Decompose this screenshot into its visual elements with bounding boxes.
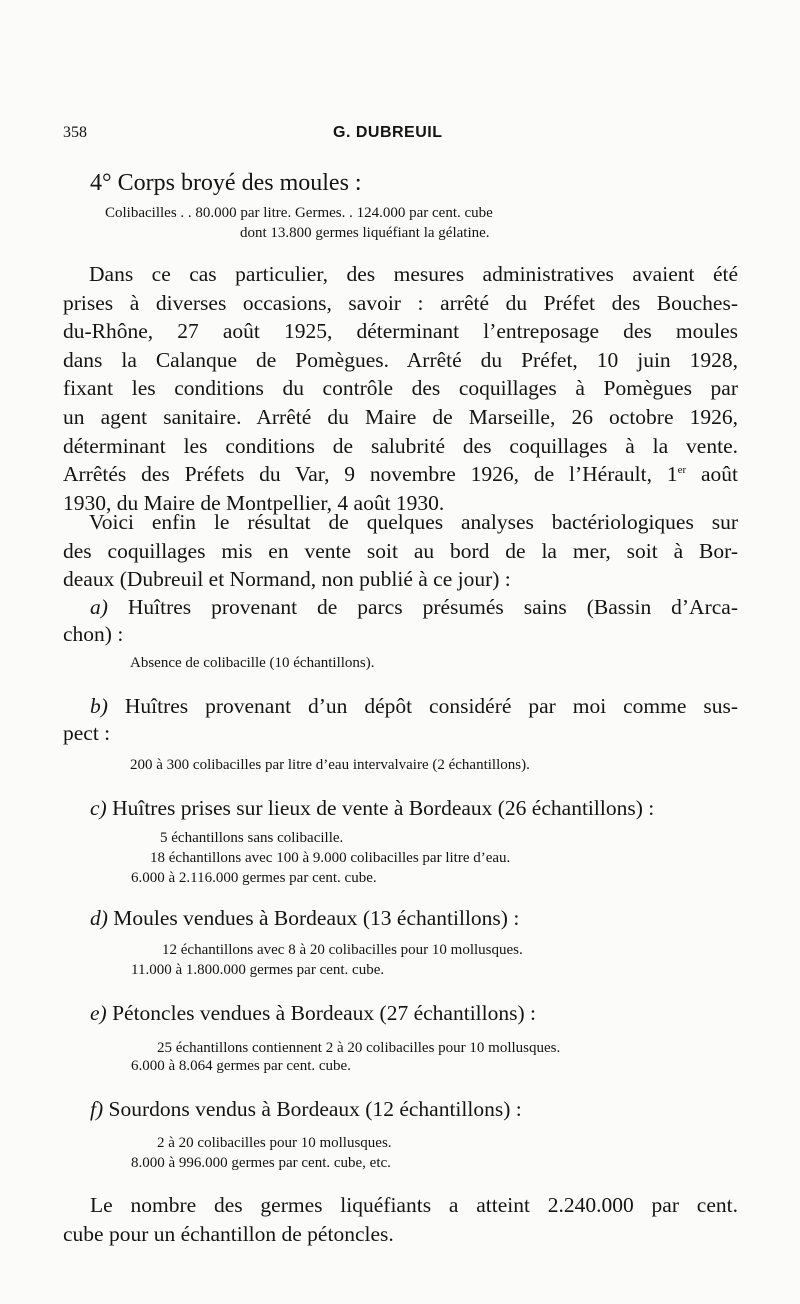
list-item-c: [90, 796, 654, 821]
item-text: Moules vendues à Bordeaux (13 échantillons) :: [113, 906, 520, 930]
list-item-f: [90, 1097, 522, 1122]
text-line: déterminant les conditions de salubrité des coquillages à la vente.: [63, 433, 738, 458]
item-letter: a): [90, 595, 108, 619]
item-detail: Absence de colibacille (10 échantillons).: [130, 655, 375, 671]
section-result-line: Colibacilles . . 80.000 par litre. Germes. . 124.000 par cent. cube: [105, 205, 493, 221]
item-detail: 200 à 300 colibacilles par litre d’eau intervalvaire (2 échantillons).: [130, 757, 530, 773]
text-line: dans la Calanque de Pomègues. Arrêté du Préfet, 10 juin 1928,: [63, 347, 738, 372]
ordinal-suffix: er: [677, 464, 687, 476]
text-fragment: août: [686, 462, 738, 487]
item-detail: 2 à 20 colibacilles pour 10 mollusques.: [157, 1135, 392, 1151]
paragraph: [63, 1191, 738, 1220]
item-letter: f): [90, 1097, 104, 1121]
text-line: [63, 460, 738, 489]
item-detail: 12 échantillons avec 8 à 20 colibacilles pour 10 mollusques.: [162, 942, 523, 958]
item-detail: 25 échantillons contiennent 2 à 20 colibacilles pour 10 mollusques.: [157, 1040, 561, 1056]
item-text: Pétoncles vendues à Bordeaux (27 échantillons) :: [112, 1001, 536, 1025]
text-line: des coquillages mis en vente soit au bord de la mer, soit à Bor-: [63, 538, 738, 563]
section-heading: 4° Corps broyé des moules :: [90, 170, 362, 196]
text-line: prises à diverses occasions, savoir : arrêté du Préfet des Bouches-: [63, 290, 738, 315]
list-item-e: [90, 1001, 536, 1026]
list-item-b: [63, 692, 738, 721]
item-text: pect :: [63, 721, 111, 745]
text-fragment: Arrêtés des Préfets du Var, 9 novembre 1926, de l’Hérault, 1: [63, 462, 678, 487]
item-detail: 6.000 à 8.064 germes par cent. cube.: [131, 1058, 351, 1074]
item-text: Huîtres prises sur lieux de vente à Bordeaux (26 échantillons) :: [112, 796, 655, 820]
page-number: 358: [63, 124, 87, 141]
item-text: Huîtres provenant de parcs présumés sains (Bassin d’Arca-: [127, 595, 738, 619]
item-detail: 6.000 à 2.116.000 germes par cent. cube.: [131, 870, 377, 886]
list-item-a: [63, 593, 738, 622]
paragraph: [63, 508, 738, 565]
item-letter: b): [90, 694, 108, 718]
text-line: cube pour un échantillon de pétoncles.: [63, 1222, 394, 1246]
list-item-d: [90, 906, 519, 931]
item-text: chon) :: [63, 622, 124, 646]
running-head-author: G. DUBREUIL: [333, 124, 443, 141]
item-detail: 5 échantillons sans colibacille.: [160, 830, 344, 846]
item-text: Huîtres provenant d’un dépôt considéré par moi comme sus-: [124, 694, 738, 718]
item-detail: 18 échantillons avec 100 à 9.000 colibacilles par litre d’eau.: [150, 850, 511, 866]
item-letter: d): [90, 906, 108, 930]
item-detail: 8.000 à 996.000 germes par cent. cube, etc.: [131, 1155, 391, 1171]
item-letter: c): [90, 796, 107, 820]
text-line: du-Rhône, 27 août 1925, déterminant l’entreposage des moules: [63, 319, 738, 344]
paragraph: [63, 260, 738, 489]
text-line: deaux (Dubreuil et Normand, non publié à ce jour) :: [63, 567, 511, 591]
text-line: 1930, du Maire de Montpellier, 4 août 1930.: [63, 491, 445, 515]
item-detail: 11.000 à 1.800.000 germes par cent. cube.: [131, 962, 385, 978]
section-result-line: dont 13.800 germes liquéfiant la gélatine.: [240, 225, 490, 241]
text-line: un agent sanitaire. Arrêté du Maire de Marseille, 26 octobre 1926,: [63, 404, 738, 429]
text-line: Le nombre des germes liquéfiants a atteint 2.240.000 par cent.: [90, 1193, 738, 1217]
text-line: fixant les conditions du contrôle des coquillages à Pomègues par: [63, 376, 738, 401]
text-line: Voici enfin le résultat de quelques analyses bactériologiques sur: [89, 510, 738, 534]
text-line: Dans ce cas particulier, des mesures administratives avaient été: [89, 262, 738, 286]
item-letter: e): [90, 1001, 107, 1025]
item-text: Sourdons vendus à Bordeaux (12 échantillons) :: [108, 1097, 522, 1121]
